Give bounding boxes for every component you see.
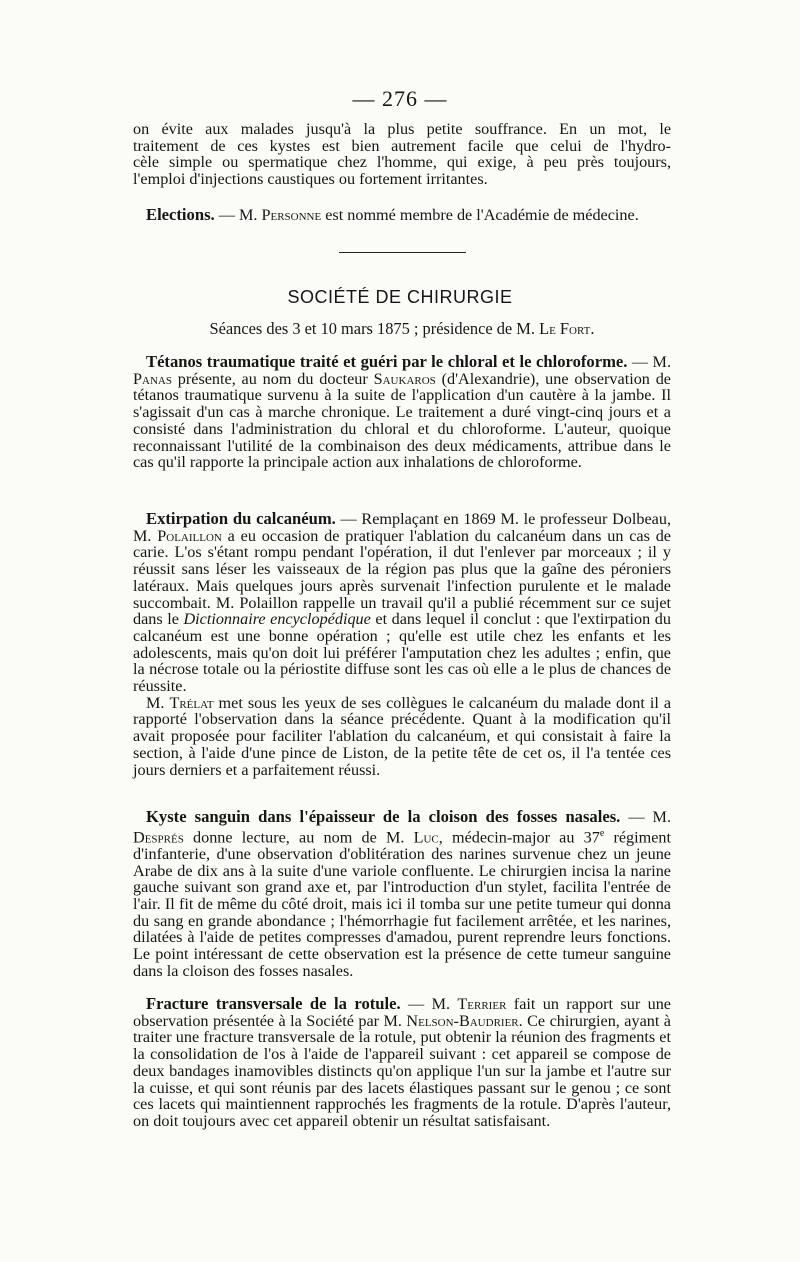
kyste-name-luc: Luc <box>413 828 439 847</box>
kyste-heading: Kyste sanguin dans l'épaisseur de la cloison des fosses nasales. <box>146 807 621 826</box>
elections-name: Personne <box>261 206 322 224</box>
tetanos-text-2: présente, au nom du docteur <box>171 369 374 388</box>
fracture-text-1: — M. <box>400 995 458 1013</box>
kyste-name-despres: Després <box>133 828 184 847</box>
intro-line-4: l'emploi d'injections caustiques ou fortement irritantes. <box>133 170 488 189</box>
intro-paragraph <box>133 121 671 188</box>
session-line <box>133 321 671 338</box>
elections-paragraph <box>133 207 671 224</box>
trelat-text-2: met sous les yeux de ses collègues le calcanéum du malade dont il a rapporté l'observation dans la séance précédente. Quant à la modification qu'il avait proposée pour faciliter l'ablation du calcanéum, et qui consistait à faire la section, à l'aide d'une pince de Liston, de la petite tête de cet os, il l'a tentée ces jours derniers et a parfaitement réussi. <box>133 693 671 779</box>
extirpation-italic-title: Dictionnaire encyclopédique <box>183 610 371 629</box>
extirpation-name-polaillon: Polaillon <box>157 526 222 545</box>
trelat-text-1: M. <box>146 693 170 712</box>
kyste-text-3: , médecin-major au 37 <box>438 828 600 847</box>
section-divider <box>339 252 466 253</box>
fracture-paragraph <box>133 996 671 1130</box>
tetanos-name-panas: Panas <box>133 369 172 388</box>
tetanos-paragraph <box>133 354 671 471</box>
session-text: Séances des 3 et 10 mars 1875 ; présidence de M. <box>209 319 540 338</box>
kyste-superscript: e <box>599 827 605 839</box>
kyste-text-1: — M. <box>620 808 671 826</box>
society-title: SOCIÉTÉ DE CHIRURGIE <box>287 287 513 307</box>
extirpation-paragraph <box>133 511 671 778</box>
elections-dash: — M. <box>214 206 262 224</box>
fracture-text-3: . Ce chirurgien, ayant à traiter une fracture transversale de la rotule, put obtenir la réunion des fragments et la consolidation de l'os à l'aide de l'appareil suivant : cet appareil se compose de deux bandages inamovibles distincts qu'on applique l'un sur la jambe et l'autre sur la cuisse, et qui sont réunis par des lacets élastiques passant sur le genou ; ce sont ces lacets qui maintiennent rapprochés les fragments de la rotule. D'après l'auteur, on doit toujours avec cet appareil obtenir un résultat satisfaisant. <box>133 1011 671 1130</box>
tetanos-heading: Tétanos traumatique traité et guéri par le chloral et le chloroforme. <box>146 352 628 371</box>
extirpation-heading: Extirpation du calcanéum. <box>146 509 336 528</box>
kyste-text-2: donne lecture, au nom de M. <box>183 828 414 847</box>
fracture-name-terrier: Terrier <box>457 995 507 1013</box>
session-president: Le Fort <box>539 319 591 338</box>
extirpation-text-2: a eu occasion de pratiquer l'ablation du calcanéum dans un cas de carie. L'os s'étant rompu pendant l'opération, il dut l'enlever par morceaux ; il y réussit sans léser les vaisseaux de la région pas plus que la gaîne des péroniers latéraux. Mais quelques jours après survenait l'infection purulente et le malade succombait. M. Polaillon rappelle un travail qu'il a publié récemment sur ce sujet dans le <box>133 526 671 629</box>
fracture-name-nelson-baudrier: Nelson-Baudrier <box>406 1011 519 1030</box>
intro-line-2: traitement de ces kystes est bien autrement facile que celui de l'hydro- <box>133 136 671 155</box>
tetanos-name-saukaros: Saukaros <box>373 369 436 388</box>
session-end: . <box>590 319 595 338</box>
tetanos-text-1: — M. <box>627 353 671 371</box>
trelat-paragraph <box>133 695 671 779</box>
intro-line-1: on évite aux malades jusqu'à la plus petite souffrance. En un mot, le <box>133 120 671 138</box>
extirpation-text-3: et dans lequel il conclut : que l'extirpation du calcanéum est une bonne opération ; qu'elle est utile chez les enfants et les adolescents, mais qu'on doit lui préférer l'amputation chez les adultes ; enfin, que la nécrose totale ou la périostite diffuse sont les cas où elle a le plus de chances de réussite. <box>133 610 671 696</box>
kyste-paragraph <box>133 809 671 979</box>
fracture-text-2: fait un rapport sur une observation présentée à la Société par M. <box>133 995 671 1030</box>
elections-text: est nommé membre de l'Académie de médecine. <box>321 206 639 224</box>
fracture-heading: Fracture transversale de la rotule. <box>146 994 401 1013</box>
elections-heading: Elections. <box>146 205 215 224</box>
tetanos-text-3: (d'Alexandrie), une observation de tétanos traumatique survenu à la suite de l'application d'un cautère à la jambe. Il s'agissait d'un cas à marche chronique. Le traitement a duré vingt-cinq jours et a consisté dans l'administration du chloral et du chloroforme. L'auteur, quoique reconnaissant l'utilité de la combinaison des deux médicaments, attribue dans le cas qu'il rapporte la principale action aux inhalations de chloroforme. <box>133 369 671 472</box>
extirpation-text-1: — Remplaçant en 1869 M. le professeur Dolbeau, M. <box>133 510 671 545</box>
trelat-name: Trélat <box>169 693 214 712</box>
kyste-text-4: régiment d'infanterie, d'une observation d'oblitération des narines survenue chez un jeune Arabe de dix ans à la suite d'une variole confluente. Le chirurgien incisa la narine gauche suivant son grand axe et, par l'introduction d'un stylet, facilita l'entrée de l'air. Il fit de même du côté droit, mais ici il tomba sur une petite tumeur qui donna du sang en grande abondance ; l'hémorrhagie fut facilement arrêtée, et les narines, dilatées à l'aide de petites compresses d'amadou, purent reprendre leurs fonctions. Le point intéressant de cette observation est la présence de cette tumeur sanguine dans la cloison des fosses nasales. <box>133 828 671 980</box>
page-number: — 276 — <box>352 86 448 111</box>
intro-line-3: cèle simple ou spermatique chez l'homme, qui exige, à peu près toujours, <box>133 153 671 172</box>
